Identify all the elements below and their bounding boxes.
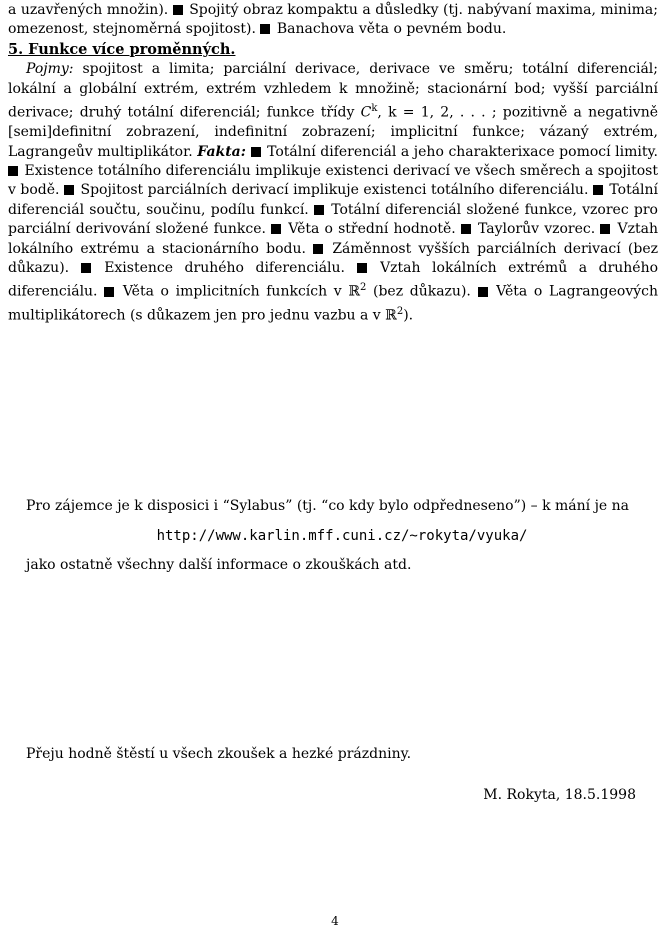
bullet-square-icon: [251, 147, 261, 157]
top-text-c: Banachova věta o pevném bodu.: [276, 21, 507, 38]
bullet-square-icon: [357, 263, 367, 273]
bullet-square-icon: [173, 5, 183, 15]
fact-lagrange-sup: 2: [396, 306, 404, 318]
section-heading-line: [8, 40, 658, 60]
fact-item: Totální diferenciál složené funkce, vzorec pro parciální derivování složené funkce.: [8, 201, 658, 238]
fact-lagrange-a: Věta o Lagrangeových multiplikátorech (s důkazem jen pro jednu vazbu a v ℝ: [8, 284, 658, 325]
wish-text: Přeju hodně štěstí u všech zkoušek a hezké prázdniny.: [26, 746, 412, 762]
ck-superscript: k: [371, 103, 378, 115]
fact-item: Záměnnost vyšších parciálních derivací (bez důkazu).: [8, 240, 658, 276]
ck-rest: , k = 1, 2, . . . ; pozitivně a negativně [semi]definitní zobrazení, indefinitní zobrazení; implicitní funkce; vázaný extrém, Lagrangeův multiplikátor.: [8, 104, 659, 160]
bullet-square-icon: [64, 185, 74, 195]
bullet-square-icon: [81, 263, 91, 273]
ck-symbol: C: [360, 104, 372, 121]
page-number: 4: [331, 914, 339, 928]
bullet-square-icon: [271, 224, 281, 234]
fact-implicit-b: (bez důkazu).: [366, 284, 471, 300]
section-body: [8, 60, 658, 326]
fact-item: Věta o střední hodnotě.: [288, 221, 456, 238]
fact-implicit-a: Věta o implicitních funkcích v ℝ: [122, 284, 360, 300]
bullet-square-icon: [260, 24, 270, 34]
top-paragraph: [8, 1, 658, 40]
fact-item: Taylorův vzorec.: [478, 221, 596, 238]
bullet-square-icon: [461, 224, 471, 234]
top-text-b: Spojitý obraz kompaktu a důsledky (tj. nabývaní maxima, minima; omezenost, stejnoměrná spojitost).: [8, 2, 658, 38]
bullet-square-icon: [314, 205, 324, 215]
fact-item: Totální diferenciál a jeho charakterixace pomocí limity.: [267, 143, 658, 160]
fact-implicit-sup: 2: [359, 282, 367, 294]
sylabus-line2: jako ostatně všechny další informace o zkouškách atd.: [26, 557, 412, 573]
fact-item: Existence totálního diferenciálu implikuje existenci derivací ve všech směrech a spojitost v bodě.: [8, 162, 658, 199]
section-heading: 5. Funkce více proměnných.: [8, 40, 236, 58]
top-text-a: a uzavřených množin).: [8, 2, 169, 18]
sylabus-url[interactable]: http://www.karlin.mff.cuni.cz/~rokyta/vyuka/: [156, 528, 528, 544]
fakta-label: Fakta:: [197, 143, 246, 160]
fact-lagrange-b: ).: [403, 308, 414, 325]
bullet-square-icon: [8, 166, 18, 176]
pojmy-label: Pojmy:: [26, 61, 74, 78]
sylabus-line1: Pro zájemce je k disposici i “Sylabus” (tj. “co kdy bylo odpředneseno”) – k mání je na: [26, 498, 630, 514]
document-page: [8, 0, 658, 326]
fact-item: Totální diferenciál součtu, součinu, podílu funkcí.: [8, 182, 659, 218]
fact-item: Spojitost parciálních derivací implikuje existenci totálního diferenciálu.: [80, 182, 589, 199]
pojmy-text: spojitost a limita; parciální derivace, derivace ve směru; totální diferenciál; lokální a globální extrém, extrém vzhledem k množině; stacionární bod; vyšší parciální derivace; druhý totální diferenciál; funkce třídy: [8, 61, 658, 121]
signature: M. Rokyta, 18.5.1998: [483, 787, 636, 803]
fact-item: Vztah lokálního extrému a stacionárního bodu.: [8, 221, 658, 257]
bullet-square-icon: [104, 287, 114, 297]
fact-item: Existence druhého diferenciálu.: [104, 259, 345, 276]
bullet-square-icon: [478, 287, 488, 297]
bullet-square-icon: [313, 244, 323, 254]
bullet-square-icon: [600, 224, 610, 234]
bullet-square-icon: [593, 185, 603, 195]
fact-item: Vztah lokálních extrémů a druhého diferenciálu.: [8, 259, 659, 300]
